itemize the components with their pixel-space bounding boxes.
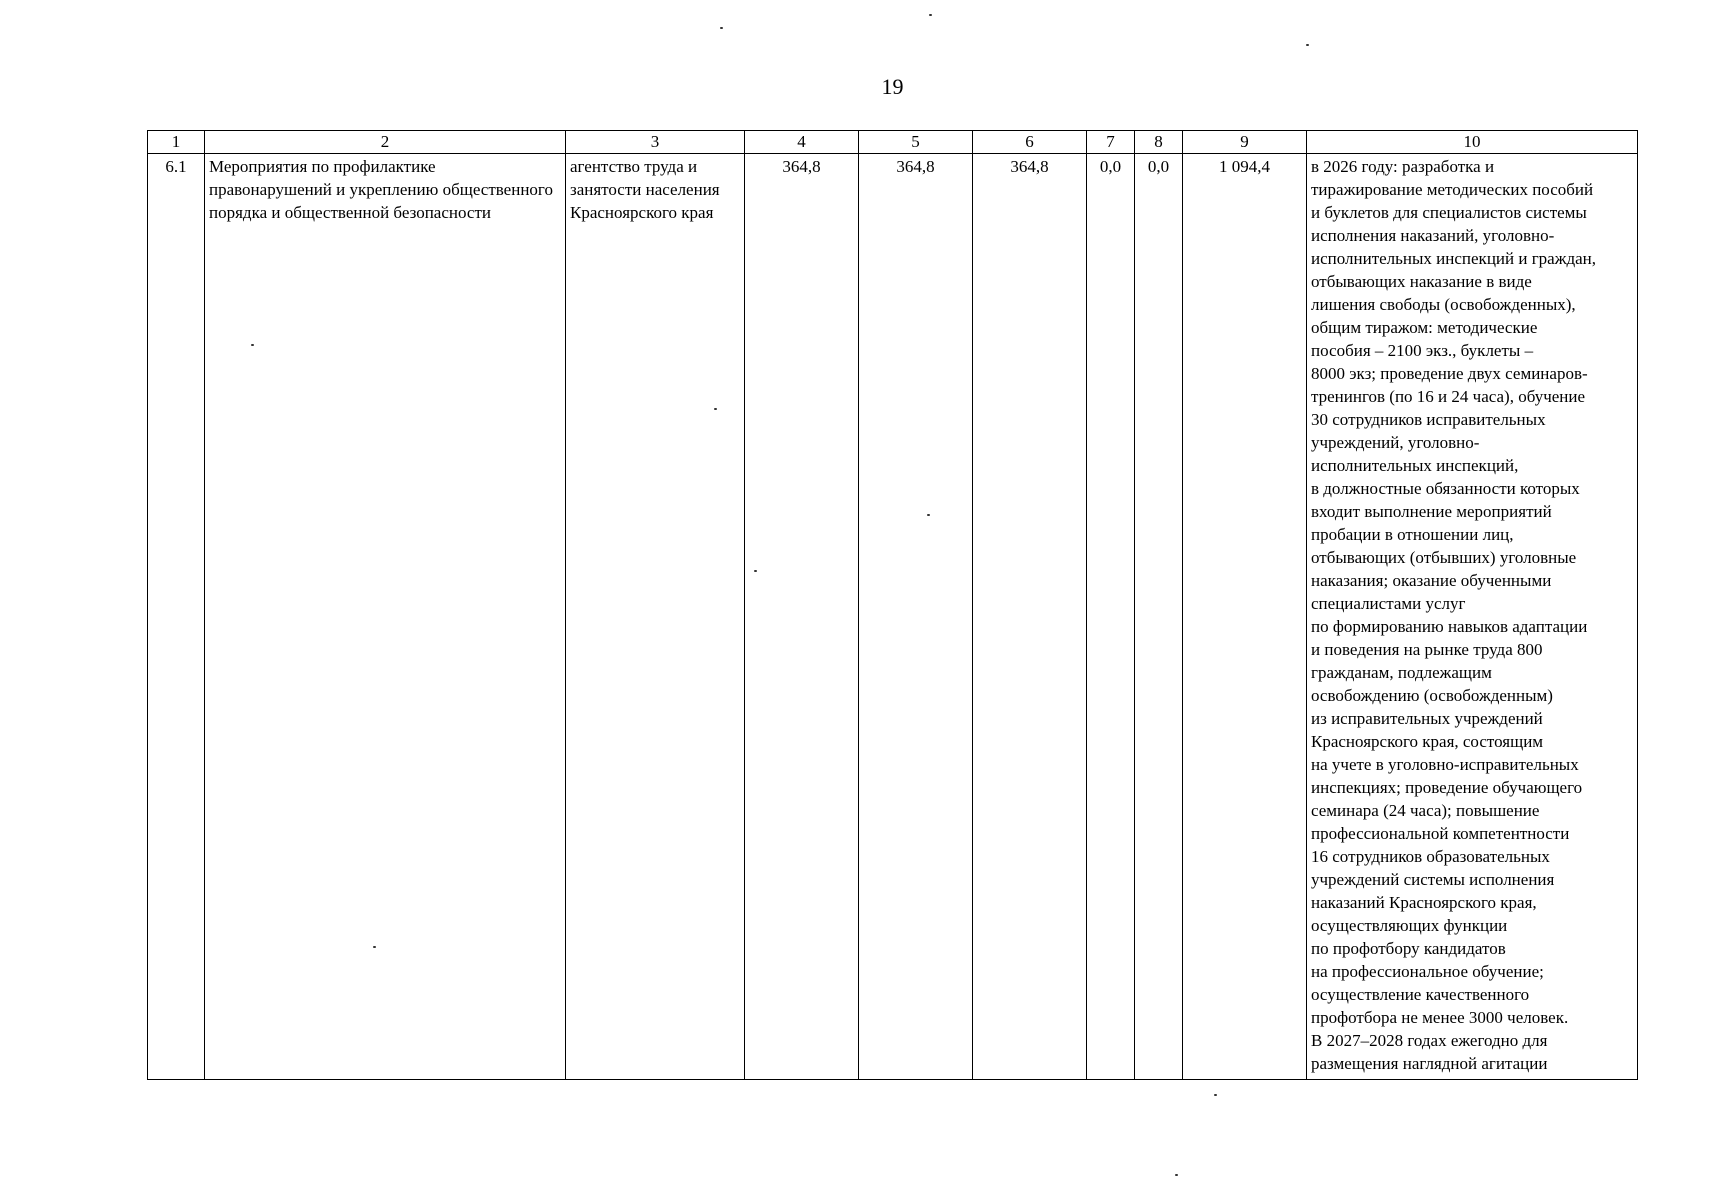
value-col-5: 364,8 — [859, 154, 973, 1080]
activity-name: Мероприятия по профилактике правонарушений и укреплению общественного порядка и общественной безопасности — [205, 154, 566, 1080]
column-header-10: 10 — [1307, 131, 1638, 154]
scan-speck — [720, 27, 723, 29]
scan-speck — [251, 344, 254, 346]
column-number-row — [148, 131, 1638, 154]
column-header-9: 9 — [1183, 131, 1307, 154]
scan-speck — [754, 570, 757, 572]
scan-speck — [1306, 44, 1309, 46]
page-number: 19 — [881, 74, 904, 99]
value-col-6: 364,8 — [973, 154, 1087, 1080]
result-description: в 2026 году: разработка и тиражирование методических пособий и буклетов для специалистов системы исполнения наказаний, уголовно- исполнительных инспекций и граждан, отбывающих наказание в виде лишения свободы (освобожденных), общим тиражом: методические пособия – 2100 экз., буклеты – 8000 экз; проведение двух семинаров- тренингов (по 16 и 24 часа), обучение 30 сотрудников исправительных учреждений, уголовно- исполнительных инспекций, в должностные обязанности которых входит выполнение мероприятий пробации в отношении лиц, отбывающих (отбывших) уголовные наказания; оказание обученными специалистами услуг по формированию навыков адаптации и поведения на рынке труда 800 гражданам, подлежащим освобождению (освобожденным) из исправительных учреждений Красноярского края, состоящим на учете в уголовно-исправительных инспекциях; проведение обучающего семинара (24 часа); повышение профессиональной компетентности 16 сотрудников образовательных учреждений системы исполнения наказаний Красноярского края, осуществляющих функции по профотбору кандидатов на профессиональное обучение; осуществление качественного профотбора не менее 3000 человек. В 2027–2028 годах ежегодно для размещения наглядной агитации — [1307, 154, 1638, 1080]
column-header-2: 2 — [205, 131, 566, 154]
value-col-9-total: 1 094,4 — [1183, 154, 1307, 1080]
column-header-1: 1 — [148, 131, 205, 154]
scan-speck — [929, 14, 932, 16]
column-header-3: 3 — [566, 131, 745, 154]
table-row — [148, 154, 1638, 1080]
column-header-7: 7 — [1087, 131, 1135, 154]
value-col-4: 364,8 — [745, 154, 859, 1080]
scan-speck — [373, 946, 376, 948]
value-col-8: 0,0 — [1135, 154, 1183, 1080]
scan-speck — [714, 408, 717, 410]
scan-speck — [927, 514, 930, 516]
column-header-6: 6 — [973, 131, 1087, 154]
scan-speck — [1175, 1174, 1178, 1176]
value-col-7: 0,0 — [1087, 154, 1135, 1080]
column-header-8: 8 — [1135, 131, 1183, 154]
program-table — [147, 130, 1638, 1080]
column-header-5: 5 — [859, 131, 973, 154]
column-header-4: 4 — [745, 131, 859, 154]
row-number: 6.1 — [148, 154, 205, 1080]
scan-speck — [1214, 1094, 1217, 1096]
executor-name: агентство труда и занятости населения Красноярского края — [566, 154, 745, 1080]
